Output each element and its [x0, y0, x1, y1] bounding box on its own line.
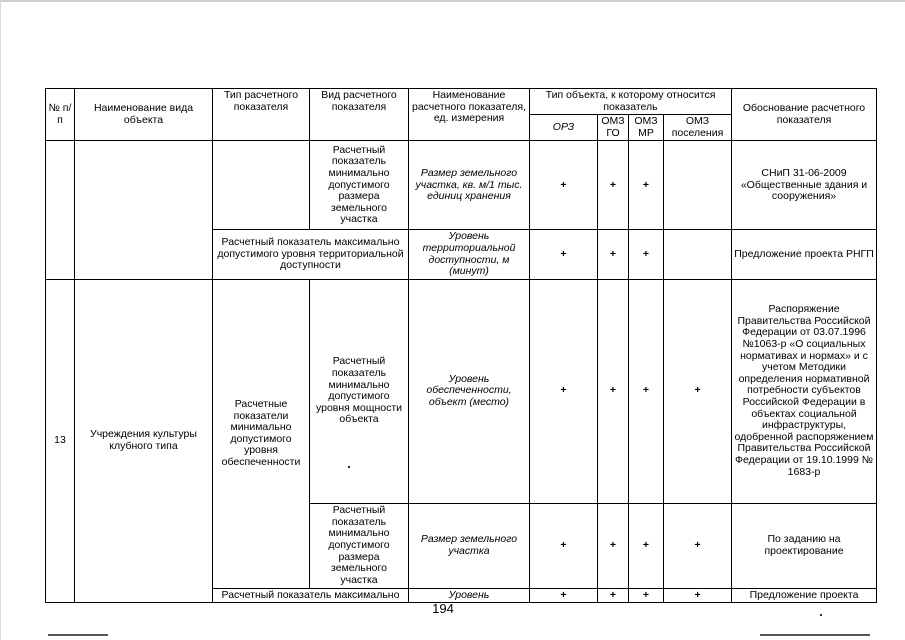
header-col-omz-pos: ОМЗ поселения [664, 115, 732, 141]
scan-border-left [0, 0, 1, 640]
table-row [46, 141, 877, 230]
row4-go: + [598, 503, 629, 588]
scan-edge-mark [48, 634, 108, 636]
row3-name: Уровень обеспеченности, объект (место) [409, 279, 530, 503]
row2-orz: + [530, 230, 598, 279]
indicators-table [45, 88, 877, 603]
table-row [46, 279, 877, 503]
row3-go: + [598, 279, 629, 503]
header-object-name: Наименование вида объекта [75, 89, 213, 141]
row3-mr: + [629, 279, 664, 503]
row-num-cell [46, 141, 75, 279]
row5-justification: Предложение проекта [732, 588, 877, 603]
row3-kind: Расчетный показатель минимально допустимого уровня мощности объекта [310, 279, 409, 503]
row2-mr: + [629, 230, 664, 279]
row3-object: Учреждения культуры клубного типа [75, 279, 213, 603]
row2-name: Уровень территориальной доступности, м (минут) [409, 230, 530, 279]
row2-pos [664, 230, 732, 279]
row1-mr: + [629, 141, 664, 230]
table-header-row-1 [46, 89, 877, 115]
row2-kind: Расчетный показатель максимально допустимого уровня территориальной доступности [213, 230, 409, 279]
row3-justification: Распоряжение Правительства Российской Федерации от 03.07.1996 №1063-р «О социальных нормативах и нормах» и с учетом Методики определения нормативной потребности субъектов Российской Федерации в объектах социальной инфраструктуры, одобренной распоряжением Правительства Российской Федерации от 19.10.1999 № 1683-р [732, 279, 877, 503]
header-col-orz: ОРЗ [530, 115, 598, 141]
row2-justification: Предложение проекта РНГП [732, 230, 877, 279]
row3-type: Расчетные показатели минимально допустимого уровня обеспеченности [213, 279, 310, 588]
row5-kind: Расчетный показатель максимально [213, 588, 409, 603]
row2-go: + [598, 230, 629, 279]
row5-pos: + [664, 588, 732, 603]
row4-orz: + [530, 503, 598, 588]
row5-orz: + [530, 588, 598, 603]
row4-mr: + [629, 503, 664, 588]
header-col-omz-mr: ОМЗ МР [629, 115, 664, 141]
row3-orz: + [530, 279, 598, 503]
row5-go: + [598, 588, 629, 603]
header-object-type-group: Тип объекта, к которому относится показатель [530, 89, 732, 115]
header-indicator-name: Наименование расчетного показателя, ед. измерения [409, 89, 530, 141]
header-col-omz-go: ОМЗ ГО [598, 115, 629, 141]
scan-border-top [0, 0, 905, 2]
row-type-cell [213, 141, 310, 230]
header-num: № п/п [46, 89, 75, 141]
header-justification: Обоснование расчетного показателя [732, 89, 877, 141]
row4-pos: + [664, 503, 732, 588]
row1-orz: + [530, 141, 598, 230]
scan-speck [820, 614, 822, 616]
row1-justification: СНиП 31-06-2009 «Общественные здания и сооружения» [732, 141, 877, 230]
row4-kind: Расчетный показатель минимально допустимого размера земельного участка [310, 503, 409, 588]
page-number: 194 [432, 601, 454, 616]
row3-pos: + [664, 279, 732, 503]
header-indicator-type: Тип расчетного показателя [213, 89, 310, 141]
scan-speck [348, 466, 350, 468]
row1-go: + [598, 141, 629, 230]
row4-name: Размер земельного участка [409, 503, 530, 588]
row5-mr: + [629, 588, 664, 603]
header-indicator-kind: Вид расчетного показателя [310, 89, 409, 141]
row4-justification: По заданию на проектирование [732, 503, 877, 588]
row5-name: Уровень [409, 588, 530, 603]
row-object-cell [75, 141, 213, 279]
row3-num: 13 [46, 279, 75, 603]
scan-edge-mark [760, 634, 870, 636]
row1-name: Размер земельного участка, кв. м/1 тыс. единиц хранения [409, 141, 530, 230]
row1-pos [664, 141, 732, 230]
row1-kind: Расчетный показатель минимально допустимого размера земельного участка [310, 141, 409, 230]
